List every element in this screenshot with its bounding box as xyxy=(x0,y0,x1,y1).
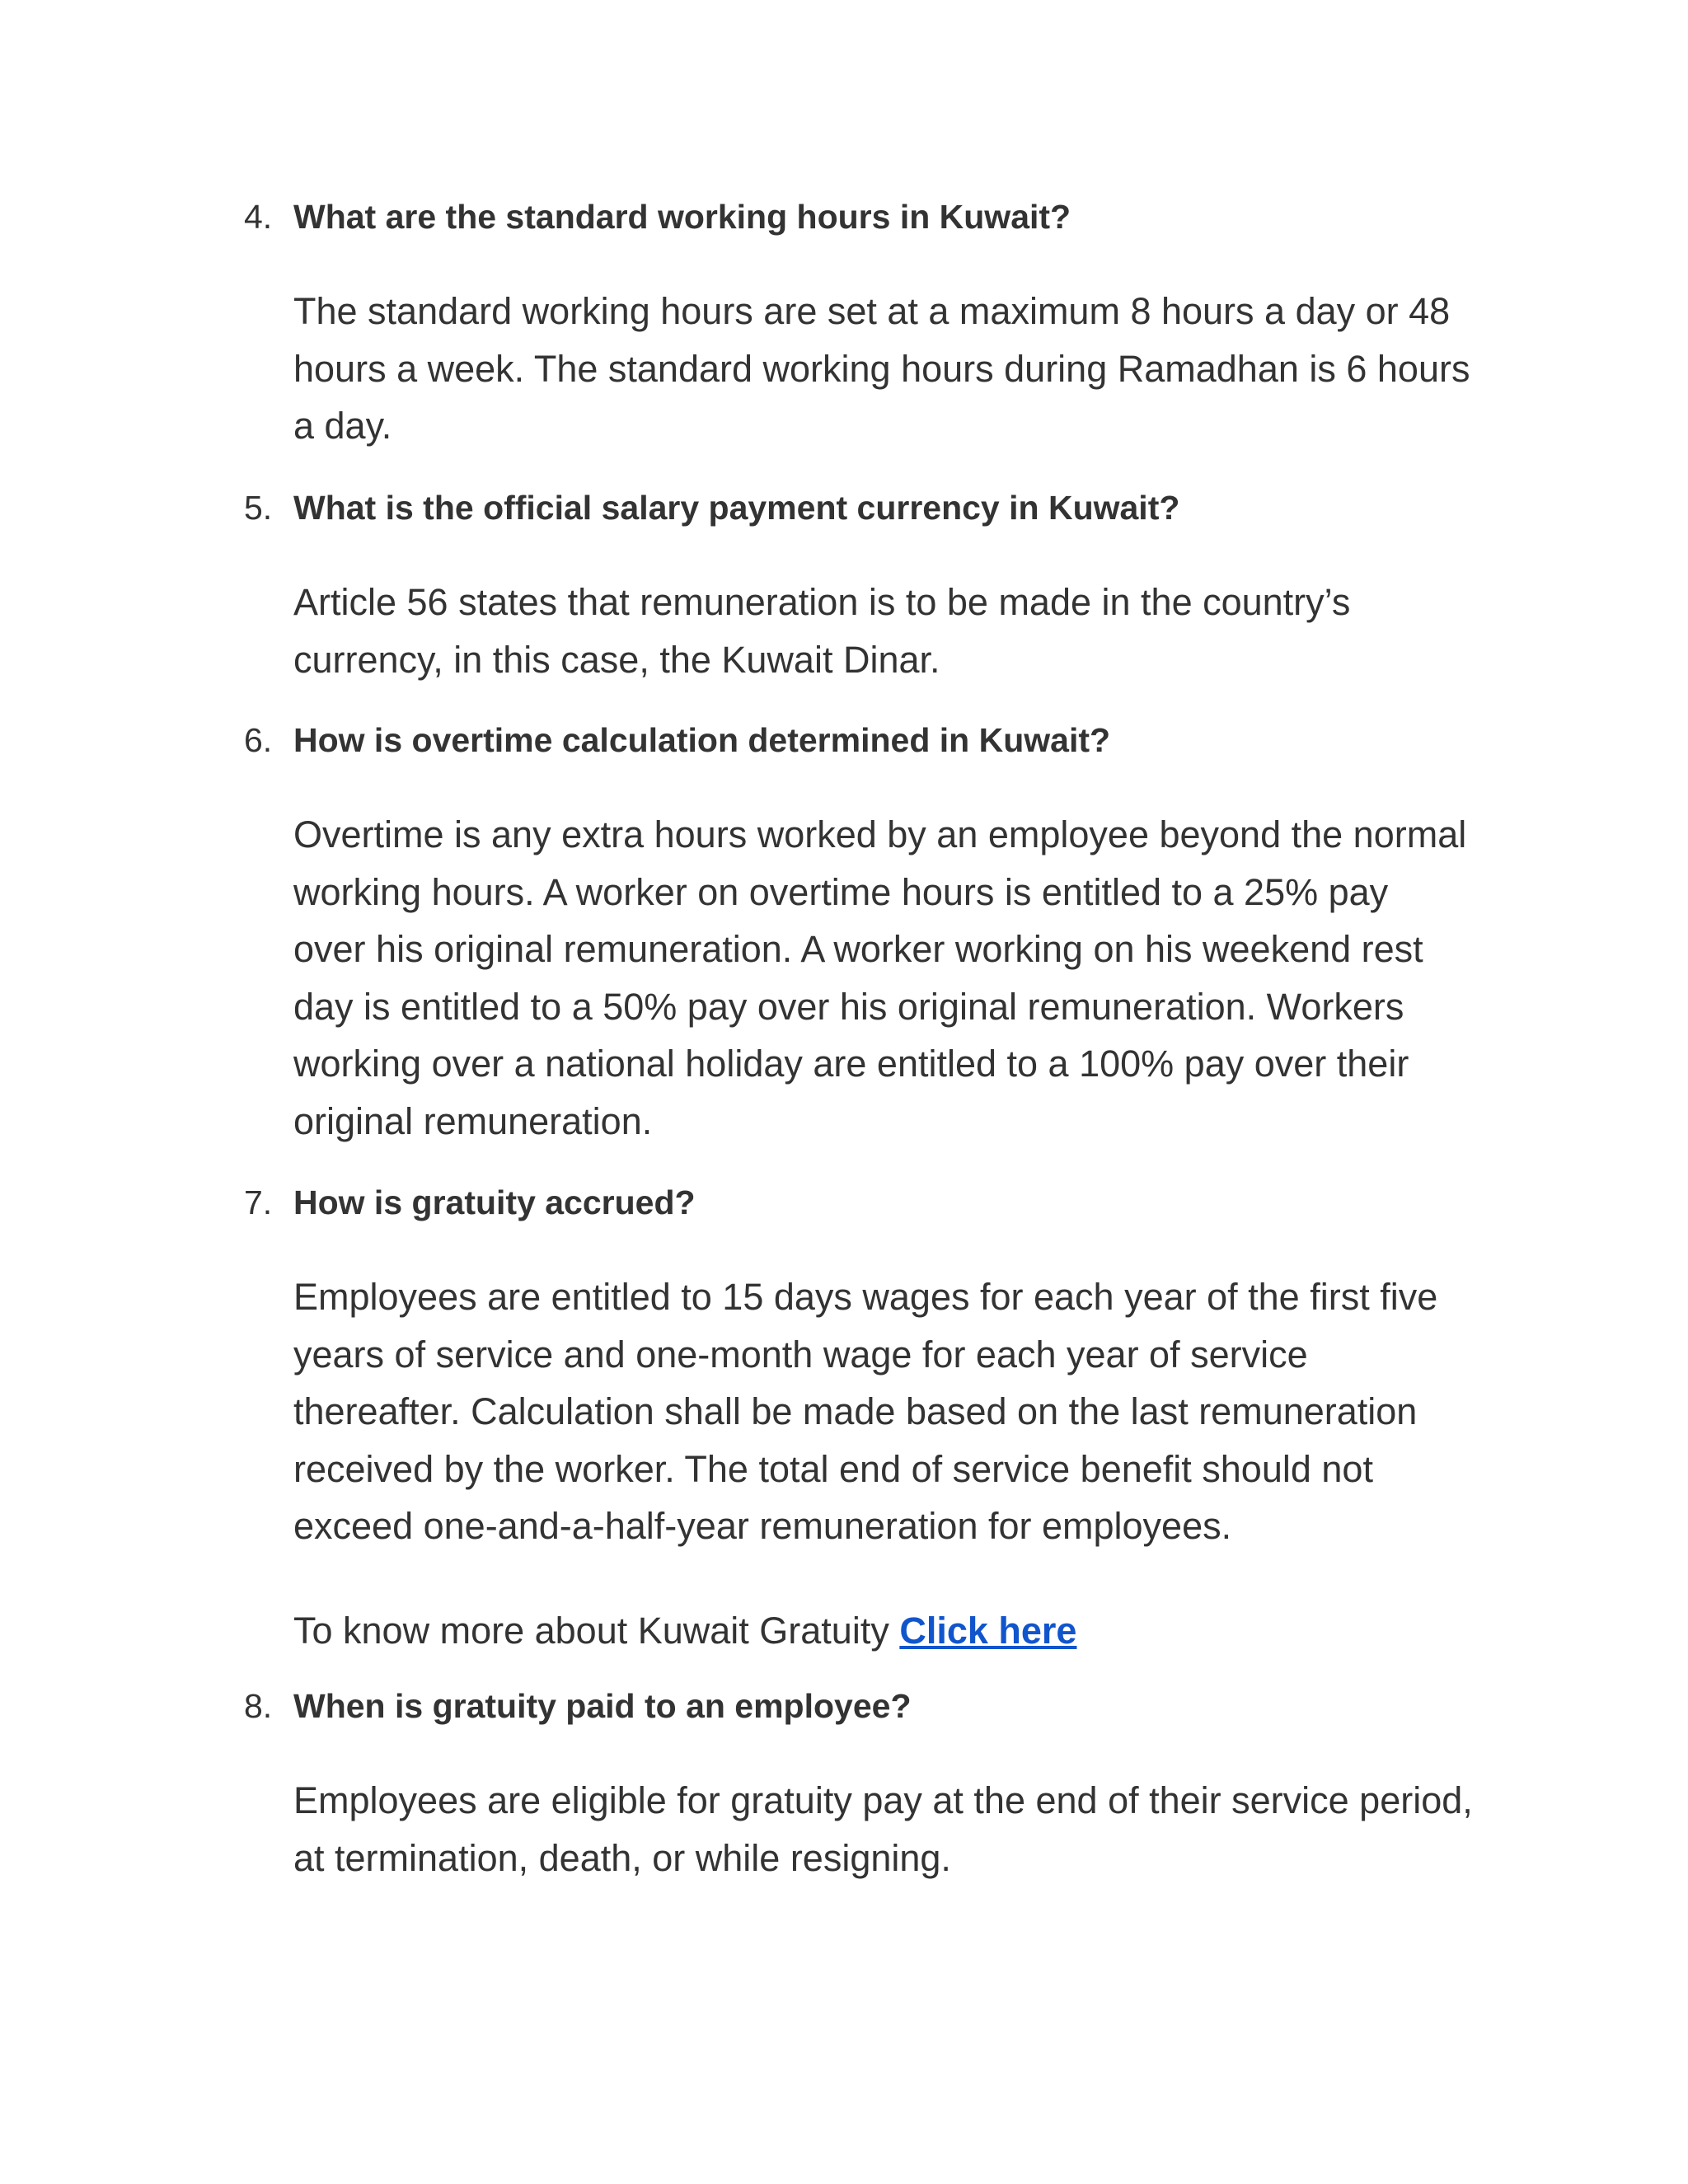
question-heading: How is gratuity accrued? xyxy=(293,1183,696,1221)
answer-line: original remuneration. xyxy=(293,1099,653,1142)
faq-item-4 xyxy=(244,192,1497,447)
answer-line: hours a week. The standard working hours during Ramadhan is 6 hours xyxy=(293,347,1470,390)
question-heading: What is the official salary payment currency in Kuwait? xyxy=(293,489,1180,527)
question-number: 4. xyxy=(244,198,273,236)
question-row xyxy=(244,1178,1497,1227)
more-info-text: To know more about Kuwait Gratuity xyxy=(293,1610,900,1652)
answer-line: Employees are eligible for gratuity pay at the end of their service period, xyxy=(293,1779,1473,1821)
answer-paragraph xyxy=(293,574,1480,688)
kuwait-gratuity-link[interactable]: Click here xyxy=(899,1610,1077,1652)
answer-paragraph xyxy=(293,1268,1480,1555)
answer-line: thereafter. Calculation shall be made based on the last remuneration xyxy=(293,1390,1418,1432)
answer-line: years of service and one-month wage for each year of service xyxy=(293,1333,1308,1376)
answer-line: working over a national holiday are entitled to a 100% pay over their xyxy=(293,1043,1409,1085)
answer-line: exceed one-and-a-half-year remuneration for employees. xyxy=(293,1505,1232,1547)
question-row xyxy=(244,715,1497,765)
question-row xyxy=(244,1681,1497,1731)
answer-paragraph xyxy=(293,1772,1480,1886)
more-info-line xyxy=(293,1602,1480,1660)
answer-line: over his original remuneration. A worker working on his weekend rest xyxy=(293,928,1423,970)
answer-line: Employees are entitled to 15 days wages for each year of the first five xyxy=(293,1276,1438,1318)
answer-line: a day. xyxy=(293,405,392,447)
question-number: 7. xyxy=(244,1183,273,1221)
answer-line: at termination, death, or while resigning. xyxy=(293,1836,951,1879)
question-heading: When is gratuity paid to an employee? xyxy=(293,1687,912,1725)
faq-item-8 xyxy=(244,1681,1497,1879)
answer-line: Overtime is any extra hours worked by an employee beyond the normal xyxy=(293,813,1467,855)
answer-line: working hours. A worker on overtime hours is entitled to a 25% pay xyxy=(293,870,1389,913)
answer-paragraph xyxy=(293,283,1480,455)
question-heading: What are the standard working hours in Kuwait? xyxy=(293,198,1071,236)
question-number: 5. xyxy=(244,489,273,527)
question-row xyxy=(244,483,1497,532)
question-number: 6. xyxy=(244,721,273,759)
answer-line: Article 56 states that remuneration is to be made in the country’s xyxy=(293,581,1351,623)
answer-line: received by the worker. The total end of service benefit should not xyxy=(293,1447,1373,1490)
answer-line: day is entitled to a 50% pay over his original remuneration. Workers xyxy=(293,985,1404,1028)
question-number: 8. xyxy=(244,1687,273,1725)
faq-item-6 xyxy=(244,715,1497,1142)
more-info-paragraph xyxy=(293,1602,1480,1660)
question-row xyxy=(244,192,1497,241)
answer-line: The standard working hours are set at a maximum 8 hours a day or 48 xyxy=(293,290,1451,332)
answer-line: currency, in this case, the Kuwait Dinar. xyxy=(293,638,940,681)
answer-paragraph xyxy=(293,806,1480,1150)
faq-item-5 xyxy=(244,483,1497,681)
faq-item-7 xyxy=(244,1178,1497,1652)
question-heading: How is overtime calculation determined in Kuwait? xyxy=(293,721,1111,759)
